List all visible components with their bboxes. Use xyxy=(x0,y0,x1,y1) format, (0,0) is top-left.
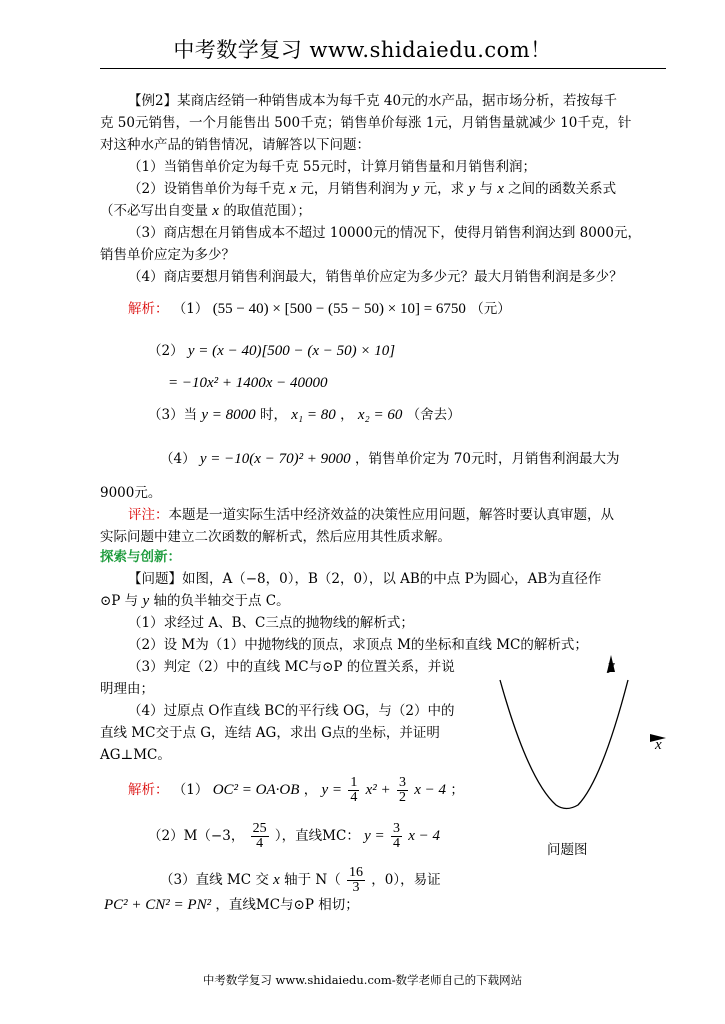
comment-line-1 xyxy=(128,506,614,524)
s2-1-prefix: （1） xyxy=(172,782,209,798)
problem-line-1: 【问题】如图，A（−8，0），B（2，0），以 AB的中点 P为圆心，AB为直径作 xyxy=(128,571,602,587)
fraction-3-2 xyxy=(397,776,408,805)
frac-num: 25 xyxy=(252,821,267,836)
comment-label: 评注： xyxy=(128,507,169,523)
problem-part-4: （4）过原点 O作直线 BC的平行线 OG，与（2）中的 xyxy=(128,703,455,719)
s2-1-relation: OC² = OA·OB xyxy=(212,782,300,798)
problem-var-y: y xyxy=(142,593,150,609)
fraction-25-4 xyxy=(251,822,269,851)
example-line-3: 对这种水产品的销售情况，请解答以下问题： xyxy=(100,137,370,153)
s2-prefix: （2） xyxy=(148,343,184,359)
problem-line-2b: 轴的负半轴交于点 C。 xyxy=(153,593,290,609)
s2-1-mid: x² + xyxy=(365,782,391,798)
figure-caption: 问题图 xyxy=(547,842,588,858)
example-line-1: 【例2】某商店经销一种销售成本为每千克 40元的水产品，据市场分析，若按每千 xyxy=(128,93,618,109)
parabola-curve xyxy=(500,680,628,809)
fraction-1-4 xyxy=(348,776,359,805)
s4-prefix: （4） xyxy=(160,451,196,467)
solution1-step4 xyxy=(160,450,619,468)
solution1-step2 xyxy=(148,342,395,360)
fraction-16-3 xyxy=(347,866,365,895)
q2-var-y: y xyxy=(412,181,420,197)
frac-den: 2 xyxy=(398,790,406,805)
s1-expression: (55 − 40) × [500 − (55 − 50) × 10] = 6750 xyxy=(212,301,466,317)
s3-mid: 时， xyxy=(259,407,287,423)
solution2-step1 xyxy=(128,776,464,805)
s2-2-mid: ），直线MC： xyxy=(274,828,360,844)
solution2-step2 xyxy=(148,822,440,851)
solution1-step2-expand xyxy=(168,374,328,392)
problem-part-4-cont: 直线 MC交于点 G，连结 AG，求出 G点的坐标，并证明 xyxy=(100,725,440,741)
frac-den: 4 xyxy=(392,836,400,851)
figure-y-label: y xyxy=(608,658,615,674)
problem-line-2a: ⊙P 与 xyxy=(100,593,139,609)
comment-line-2: 实际问题中建立二次函数的解析式，然后应用其性质求解。 xyxy=(100,529,451,545)
problem-part-2: （2）设 M为（1）中抛物线的顶点，求顶点 M的坐标和直线 MC的解析式； xyxy=(128,637,588,653)
s2-3-pythag: PC² + CN² = PN² xyxy=(104,897,212,913)
problem-part-1: （1）求经过 A、B、C三点的抛物线的解析式； xyxy=(128,615,414,631)
frac-num: 3 xyxy=(398,775,406,790)
q2-part-g: 的取值范围）； xyxy=(223,203,312,219)
q2-part-c: 元，求 xyxy=(423,181,465,197)
s2-3-end: ，0），易证 xyxy=(371,872,441,888)
header-rule xyxy=(100,68,666,69)
problem-part-3: （3）判定（2）中的直线 MC与⊙P 的位置关系，并说 xyxy=(128,659,455,675)
frac-num: 3 xyxy=(392,821,400,836)
solution2-label: 解析： xyxy=(128,782,169,798)
q2-part-e: 之间的函数关系式 xyxy=(508,181,617,197)
q2-var-x-3: x xyxy=(212,203,219,219)
s3-sep: ， xyxy=(340,407,354,423)
s4-text: ，销售单价定为 70元时，月销售利润最大为 xyxy=(354,451,620,467)
question-2-cont xyxy=(100,202,311,220)
s2-1-sep: ， xyxy=(303,782,318,798)
solution1-step4-end: 9000元。 xyxy=(100,485,162,501)
s3-root-2: x₂ = 60 xyxy=(357,407,403,423)
fraction-3-4 xyxy=(391,822,402,851)
s2-1-y: y = xyxy=(321,782,343,798)
frac-num: 16 xyxy=(349,865,363,880)
s2-expression: y = (x − 40)[500 − (x − 50) × 10] xyxy=(187,343,396,359)
s3-prefix: （3）当 xyxy=(148,407,198,423)
s1-unit: （元） xyxy=(470,301,511,317)
example-line-2: 克 50元销售，一个月能售出 500千克；销售单价每涨 1元，月销售量就减少 10千克，针 xyxy=(100,115,632,131)
s2-1-end: x − 4 xyxy=(414,782,447,798)
s2-2-end: x − 4 xyxy=(408,828,441,844)
question-2 xyxy=(128,180,616,198)
page-header: 中考数学复习 www.shidaiedu.com！ xyxy=(173,38,552,62)
q2-part-b: 元，月销售利润为 xyxy=(300,181,409,197)
problem-part-3-cont: 明理由； xyxy=(100,681,154,697)
s2-expression-2: = −10x² + 1400x − 40000 xyxy=(168,375,328,391)
problem-line-2 xyxy=(100,592,290,610)
s4-expression: y = −10(x − 70)² + 9000 xyxy=(199,451,351,467)
s2-3-tail: ，直线MC与⊙P 相切； xyxy=(215,897,359,913)
s2-3-axis: x xyxy=(273,872,280,888)
solution1-step1 xyxy=(128,300,511,318)
frac-den: 4 xyxy=(350,790,358,805)
solution1-step3 xyxy=(148,406,461,424)
s1-prefix: （1） xyxy=(172,301,209,317)
s2-2-y: y = xyxy=(364,828,385,844)
solution2-step3-cont xyxy=(104,896,359,914)
question-3: （3）商店想在月销售成本不超过 10000元的情况下，使得月销售利润达到 8000元， xyxy=(128,225,641,241)
q2-var-x-2: x xyxy=(497,181,504,197)
q2-part-d: 与 xyxy=(479,181,493,197)
s3-condition: y = 8000 xyxy=(201,407,256,423)
frac-den: 3 xyxy=(352,880,360,895)
figure-x-label: x xyxy=(655,737,662,753)
comment-text-1: 本题是一道实际生活中经济效益的决策性应用问题，解答时要认真审题，从 xyxy=(168,507,614,523)
q2-part-a: （2）设销售单价为每千克 xyxy=(128,181,286,197)
q2-part-f: （不必写出自变量 xyxy=(100,203,208,219)
s2-1-semicolon: ； xyxy=(450,782,464,798)
s2-2-prefix: （2）M（−3， xyxy=(148,828,245,844)
question-4: （4）商店要想月销售利润最大，销售单价应定为多少元？最大月销售利润是多少？ xyxy=(128,269,623,285)
question-1: （1）当销售单价定为每千克 55元时，计算月销售量和月销售利润； xyxy=(128,159,537,175)
problem-part-4-end: AG⊥MC。 xyxy=(100,747,171,763)
frac-den: 4 xyxy=(256,836,264,851)
parabola-figure xyxy=(490,650,670,830)
frac-num: 1 xyxy=(350,775,358,790)
s3-root-1: x₁ = 80 xyxy=(291,407,336,423)
q2-var-x: x xyxy=(289,181,297,197)
s2-3-prefix: （3）直线 MC 交 xyxy=(160,872,269,888)
q2-var-y-2: y xyxy=(468,181,476,197)
explore-title: 探索与创新： xyxy=(100,549,181,565)
question-3-cont: 销售单价应定为多少？ xyxy=(100,247,235,263)
page-footer: 中考数学复习 www.shidaiedu.com-数学老师自己的下载网站 xyxy=(202,973,523,987)
s3-note: （舍去） xyxy=(406,407,461,423)
solution2-step3 xyxy=(160,866,441,895)
solution1-label: 解析： xyxy=(128,301,169,317)
s2-3-mid: 轴于 N（ xyxy=(284,872,341,888)
